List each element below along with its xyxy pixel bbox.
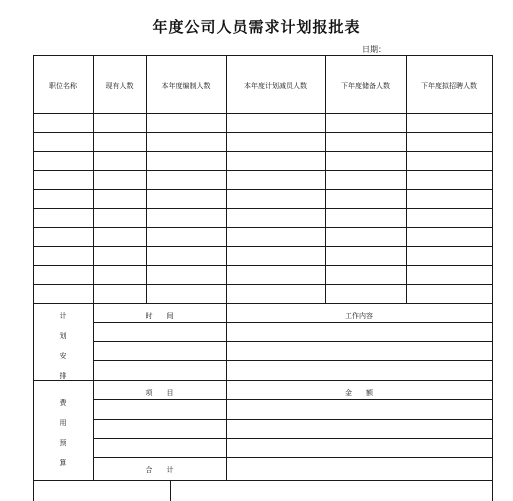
- column-header-headcount: 本年度编制人数: [161, 82, 211, 90]
- column-header-reduction: 本年度计划减员人数: [244, 82, 307, 90]
- form-title: 年度公司人员需求计划报批表: [152, 18, 361, 36]
- column-line: [146, 55, 147, 303]
- cost-row-line: [93, 457, 493, 458]
- requirement-table: [33, 55, 493, 501]
- plan-row-line: [93, 360, 493, 361]
- section-divider: [33, 380, 493, 381]
- column-line: [226, 55, 227, 303]
- column-header-position: 职位名称: [49, 82, 77, 90]
- column-line: [406, 55, 407, 303]
- column-line: [93, 55, 94, 303]
- row-line: [33, 208, 493, 209]
- cost-total-label: 合 计: [145, 466, 174, 474]
- cost-row-line: [93, 438, 493, 439]
- row-line: [33, 189, 493, 190]
- table-border-right: [492, 55, 493, 501]
- cost-row-line: [93, 399, 493, 400]
- header-row-bottom: [33, 113, 493, 114]
- row-line: [33, 132, 493, 133]
- cost-row-line: [93, 419, 493, 420]
- row-line: [33, 170, 493, 171]
- column-header-reserve: 下年度储备人数: [341, 82, 390, 90]
- cost-side-label: 费 用 预 算: [59, 399, 67, 467]
- plan-row-line: [93, 322, 493, 323]
- plan-side-label: 计 划 安 排: [59, 312, 67, 380]
- column-line: [325, 55, 326, 303]
- row-line: [33, 265, 493, 266]
- cost-item-header: 项 目: [145, 389, 174, 397]
- bottom-column-line: [170, 480, 171, 501]
- table-border-top: [33, 55, 493, 56]
- plan-time-header: 时 间: [145, 312, 174, 320]
- plan-work-header: 工作内容: [345, 312, 373, 320]
- row-line: [33, 227, 493, 228]
- section-divider: [33, 480, 493, 481]
- column-header-current-count: 现有人数: [105, 82, 134, 90]
- row-line: [33, 151, 493, 152]
- section-divider: [33, 303, 493, 304]
- row-line: [33, 246, 493, 247]
- plan-row-line: [93, 341, 493, 342]
- row-line: [33, 284, 493, 285]
- date-label: 日期：: [362, 45, 386, 54]
- cost-amount-header: 金 额: [345, 389, 373, 397]
- column-header-recruit: 下年度拟招聘人数: [421, 82, 477, 90]
